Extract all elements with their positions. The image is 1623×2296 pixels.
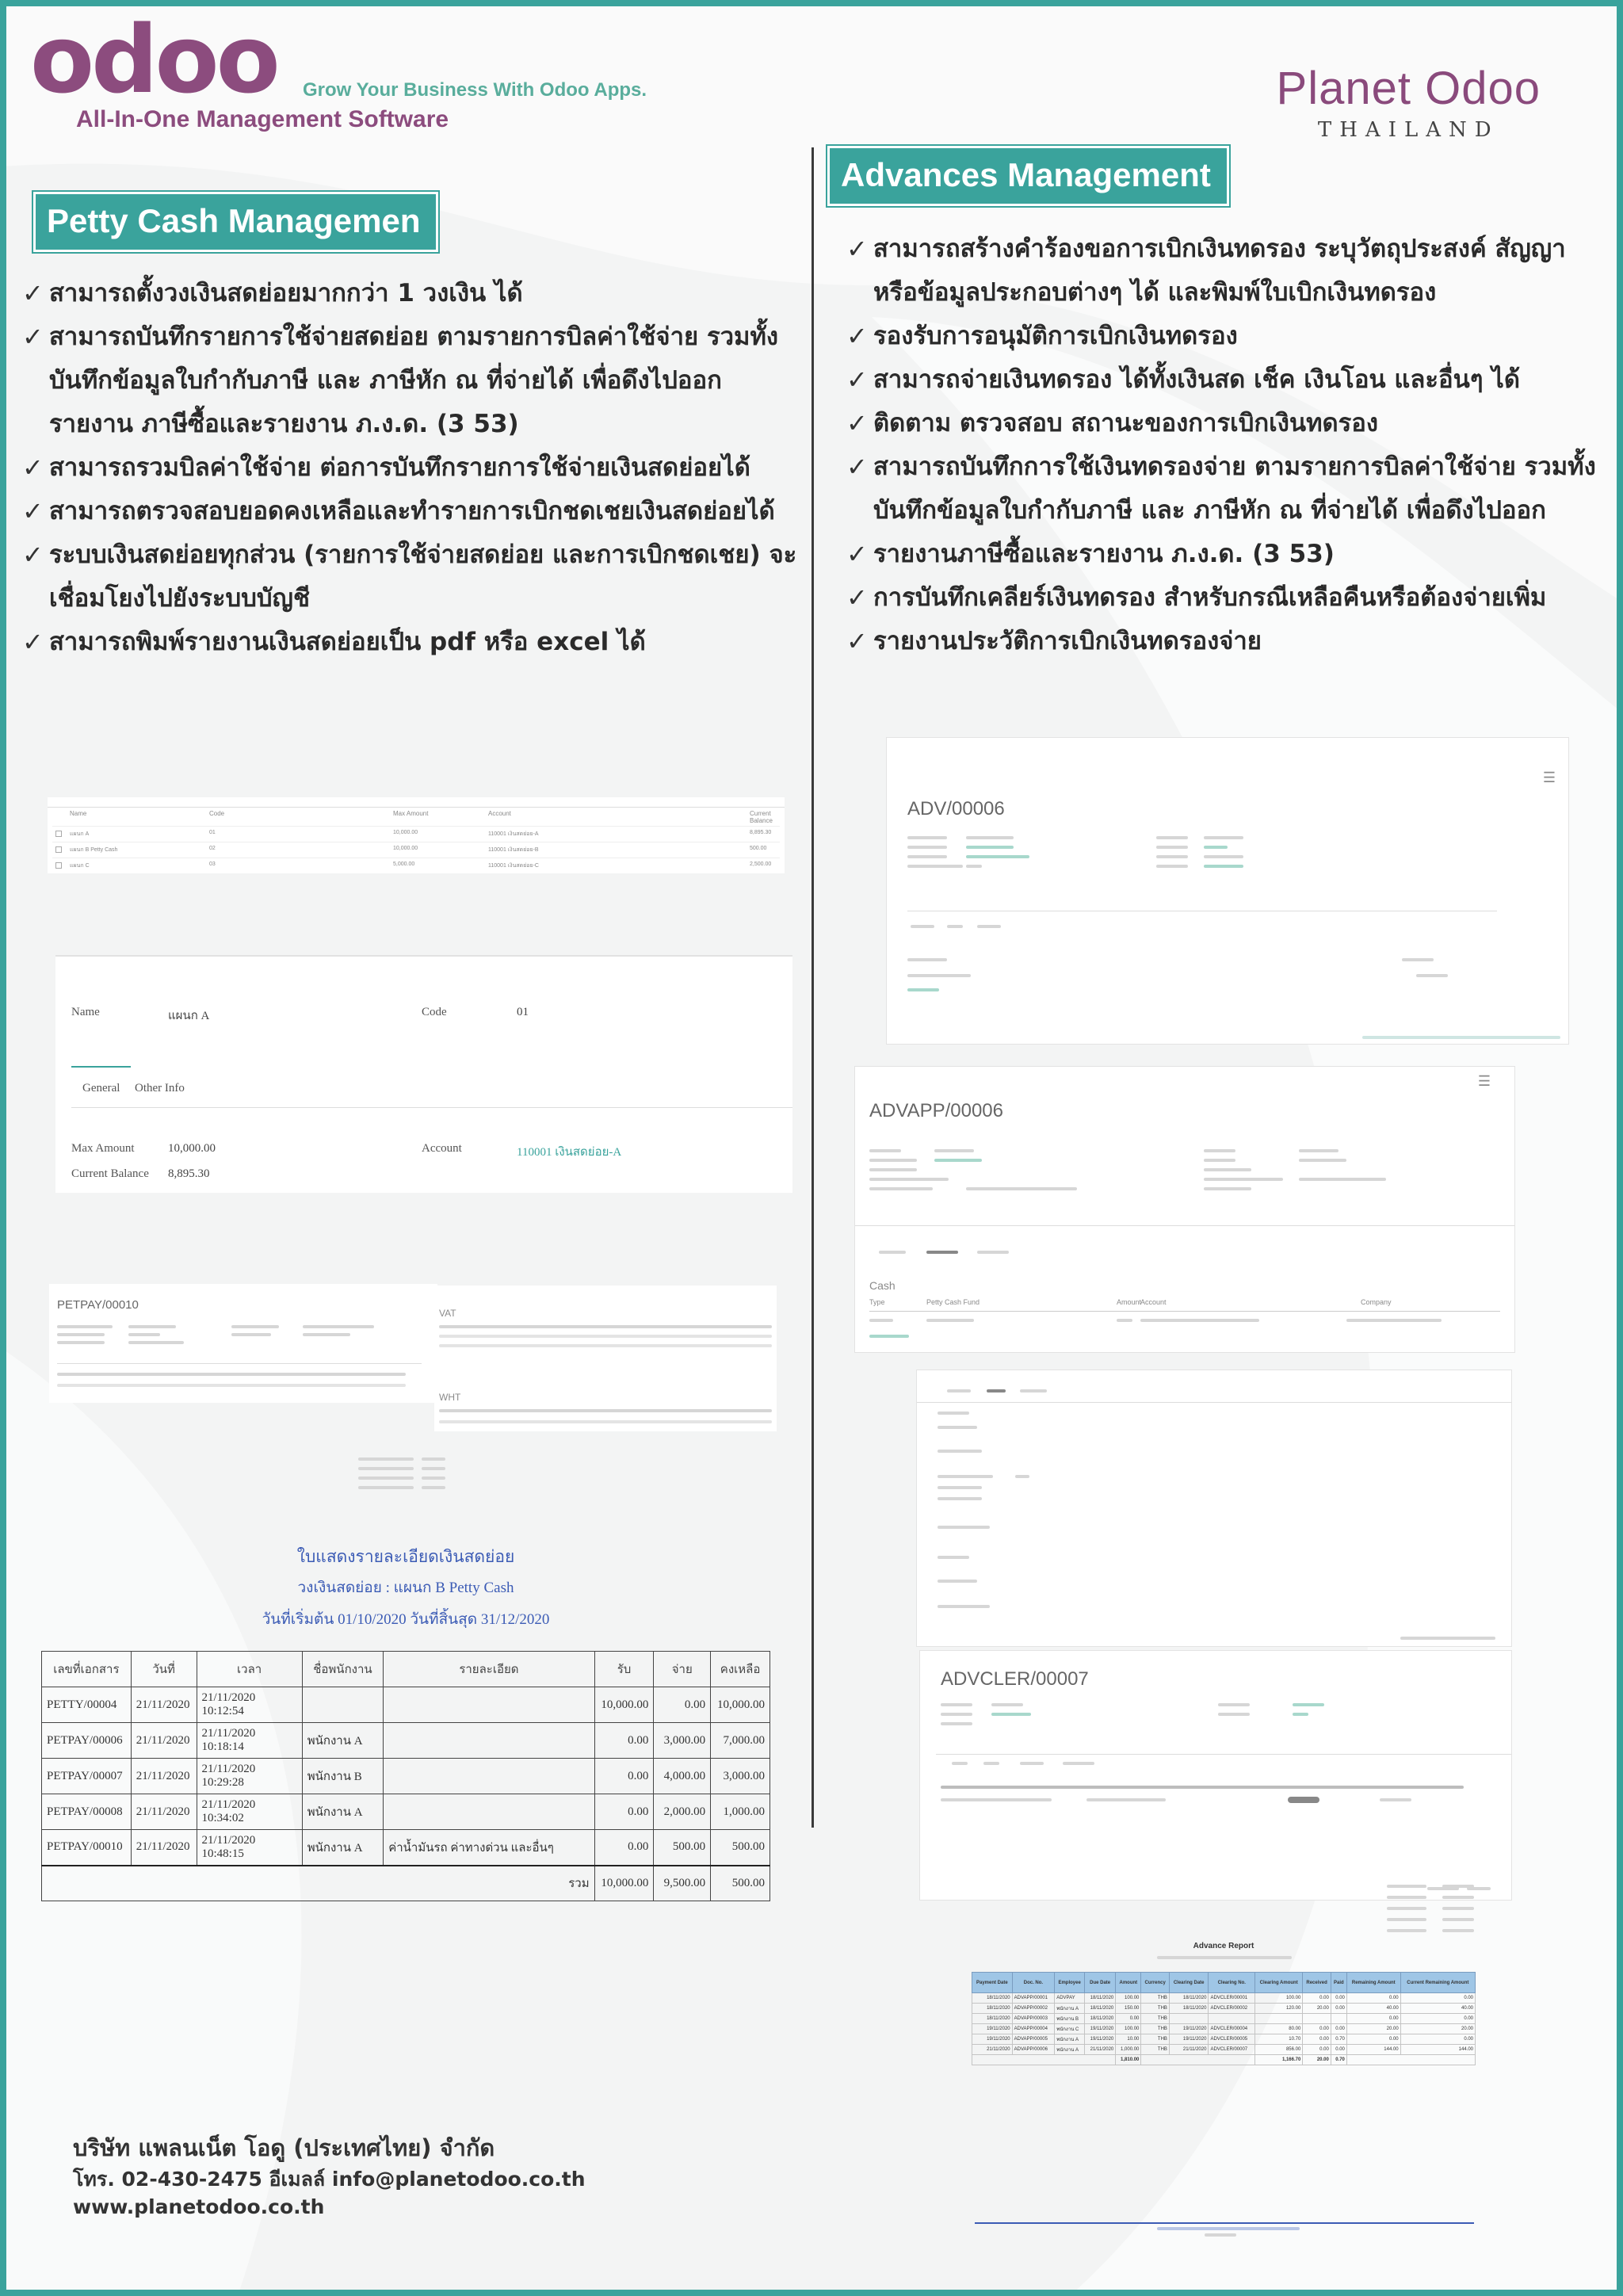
advance-row [972, 1993, 1476, 2004]
report-column-header: เวลา [197, 1652, 302, 1687]
list-row[interactable] [52, 858, 780, 873]
row-checkbox[interactable] [55, 831, 62, 837]
advance-cell: 1,000.00 [1116, 2045, 1141, 2055]
advance-cell: 0.00 [1116, 2014, 1141, 2024]
report-header-row [42, 1652, 770, 1687]
website-link[interactable]: www.planetodoo.co.th [73, 2195, 325, 2218]
advance-column-header: Currency [1141, 1973, 1170, 1993]
advance-cell: 0.00 [1400, 2014, 1475, 2024]
feature-item: ✓ สามารถสร้างคำร้องขอการเบิกเงินทดรอง ระบุวัตถุประสงค์ สัญญา หรือข้อมูลประกอบต่างๆ ได้ และพิมพ์ใบเบิกเงินทดรอง [845, 227, 1606, 315]
advance-report-title: Advance Report [1193, 1942, 1254, 1950]
advance-cell: 0.00 [1303, 1993, 1331, 2004]
advapp-column-header: Amount [1117, 1298, 1142, 1306]
petty-list-screenshot [48, 797, 785, 873]
list-cell: 5,000.00 [393, 861, 415, 867]
feature-item: ✓ ติดตาม ตรวจสอบ สถานะของการเบิกเงินทดรอง [845, 402, 1606, 445]
list-column-header: Name [70, 810, 87, 817]
petty-vat-screenshot [434, 1286, 777, 1431]
feature-item: ✓ สามารถจ่ายเงินทดรอง ได้ทั้งเงินสด เช็ค เงินโอน และอื่นๆ ได้ [845, 358, 1606, 402]
advapp-column-header: Petty Cash Fund [926, 1298, 980, 1306]
subtitle: All-In-One Management Software [76, 106, 449, 132]
advance-cell [1209, 2014, 1255, 2024]
advances-title: Advances Management [827, 146, 1229, 206]
petty-pay-screenshot [49, 1284, 437, 1403]
report-column-header: วันที่ [131, 1652, 197, 1687]
advance-cell: ADVCLER/00007 [1209, 2045, 1255, 2055]
report-period: วันที่เริ่มต้น 01/10/2020 วันที่สิ้นสุด 31/12/2020 [262, 1611, 550, 1628]
report-row [42, 1759, 770, 1794]
report-cell [384, 1723, 594, 1759]
report-page-footer [975, 2219, 1474, 2235]
advapp-column-header: Account [1140, 1298, 1167, 1306]
report-cell: 0.00 [594, 1723, 654, 1759]
max-amount-label: Max Amount [71, 1142, 135, 1155]
advance-cell: THB [1141, 1993, 1170, 2004]
report-cell: 21/11/2020 10:48:15 [197, 1830, 302, 1866]
advance-cell: 0.00 [1331, 2045, 1346, 2055]
list-column-header: Current Balance [750, 810, 773, 824]
report-cell: พนักงาน B [302, 1759, 383, 1794]
report-cell: PETPAY/00008 [42, 1794, 132, 1830]
advance-column-header: Clearing Amount [1255, 1973, 1303, 1993]
menu-icon[interactable]: ☰ [1477, 1073, 1491, 1089]
advance-cell: ADVCLER/00004 [1209, 2024, 1255, 2034]
column-divider [812, 147, 814, 1828]
advance-total-row [972, 2055, 1476, 2065]
planet-odoo-brand [1277, 62, 1541, 142]
list-cell: 10,000.00 [393, 846, 418, 851]
advance-total-value: 1,810.00 [1116, 2055, 1141, 2065]
adv-clearing-totals [1379, 1880, 1490, 1943]
advance-column-header: Doc. No. [1012, 1973, 1055, 1993]
report-cell [384, 1687, 594, 1723]
report-cell: 0.00 [654, 1687, 711, 1723]
advance-cell: 150.00 [1116, 2004, 1141, 2014]
advance-cell: 20.00 [1303, 2004, 1331, 2014]
adv-approve-screenshot [854, 1066, 1515, 1353]
adv-approve-title: ADVAPP/00006 [869, 1100, 1003, 1121]
adv-clearing-title: ADVCLER/00007 [941, 1668, 1089, 1690]
report-column-header: รายละเอียด [384, 1652, 594, 1687]
list-row[interactable] [52, 826, 780, 842]
advance-cell: THB [1141, 2004, 1170, 2014]
advance-column-header: Clearing No. [1209, 1973, 1255, 1993]
advance-cell: พนักงาน A [1055, 2034, 1085, 2045]
feature-item: ✓ รายงานประวัติการเบิกเงินทดรองจ่าย [845, 620, 1606, 663]
list-cell: 8,895.30 [750, 830, 772, 835]
adv-clearing-form-screenshot [916, 1370, 1512, 1647]
report-column-header: ชื่อพนักงาน [302, 1652, 383, 1687]
feature-item: ✓ สามารถบันทึกการใช้เงินทดรองจ่าย ตามรายการบิลค่าใช้จ่าย รวมทั้ง บันทึกข้อมูลใบกำกับภาษี และ ภาษีหัก ณ ที่จ่ายได้ เพื่อดึงไปออก [845, 445, 1606, 533]
advance-cell: 100.00 [1255, 1993, 1303, 2004]
advance-cell: ADVPAY [1055, 1993, 1085, 2004]
advance-row [972, 2034, 1476, 2045]
advance-cell: ADVAPP/00001 [1012, 1993, 1055, 2004]
feature-item: ✓ รายงานภาษีซื้อและรายงาน ภ.ง.ด. (3 53) [845, 533, 1606, 576]
total-value: 500.00 [711, 1866, 770, 1901]
advance-cell: THB [1141, 2014, 1170, 2024]
total-label: รวม [42, 1866, 595, 1901]
list-cell: 03 [209, 861, 216, 867]
report-row [42, 1830, 770, 1866]
advance-row [972, 2014, 1476, 2024]
code-value: 01 [517, 1006, 529, 1018]
adv-request-title: ADV/00006 [907, 798, 1005, 819]
advance-cell: 100.00 [1116, 1993, 1141, 2004]
advance-cell: 19/11/2020 [1169, 2024, 1209, 2034]
advance-cell: 21/11/2020 [972, 2045, 1013, 2055]
report-cell: PETPAY/00006 [42, 1723, 132, 1759]
report-cell: PETPAY/00010 [42, 1830, 132, 1866]
feature-item: ✓ สามารถตรวจสอบยอดคงเหลือและทำรายการเบิกชดเชยเงินสดย่อยได้ [21, 490, 805, 533]
feature-item: ✓ ระบบเงินสดย่อยทุกส่วน (รายการใช้จ่ายสดย่อย และการเบิกชดเชย) จะ เชื่อมโยงไปยังระบบบัญชี [21, 533, 805, 621]
report-fund: วงเงินสดย่อย : แผนก B Petty Cash [297, 1580, 514, 1596]
advance-column-header: Received [1303, 1973, 1331, 1993]
advapp-column-header: Type [869, 1298, 885, 1306]
advance-cell: ADVCLER/00001 [1209, 1993, 1255, 2004]
list-cell: 500.00 [750, 846, 767, 851]
advance-row [972, 2024, 1476, 2034]
feature-item: ✓ สามารถรวมบิลค่าใช้จ่าย ต่อการบันทึกรายการใช้จ่ายเงินสดย่อยได้ [21, 446, 805, 490]
advance-cell [1169, 2014, 1209, 2024]
advance-cell: 100.00 [1116, 2024, 1141, 2034]
report-column-header: จ่าย [654, 1652, 711, 1687]
report-cell: 21/11/2020 10:34:02 [197, 1794, 302, 1830]
advance-cell: ADVAPP/00006 [1012, 2045, 1055, 2055]
tab-other-info[interactable]: Other Info [135, 1082, 185, 1095]
report-cell: 0.00 [594, 1759, 654, 1794]
advance-cell: ADVAPP/00003 [1012, 2014, 1055, 2024]
advance-cell: 18/11/2020 [1085, 2004, 1116, 2014]
advance-cell: พนักงาน A [1055, 2004, 1085, 2014]
code-label: Code [422, 1006, 447, 1018]
report-cell [302, 1687, 383, 1723]
advance-cell: 0.00 [1331, 1993, 1346, 2004]
name-value: แผนก A [168, 1010, 210, 1022]
account-label: Account [422, 1142, 462, 1155]
report-cell: 21/11/2020 [131, 1687, 197, 1723]
company-name: บริษัท แพลนเน็ต โอดู (ประเทศไทย) จำกัด [73, 2134, 495, 2161]
report-cell: 1,000.00 [711, 1794, 770, 1830]
advance-cell: 120.00 [1255, 2004, 1303, 2014]
report-cell: PETTY/00004 [42, 1687, 132, 1723]
advance-cell: 21/11/2020 [1085, 2045, 1116, 2055]
advance-cell: 18/11/2020 [1169, 1993, 1209, 2004]
advance-cell: 0.00 [1331, 2024, 1346, 2034]
advance-cell: 18/11/2020 [972, 1993, 1013, 2004]
report-cell: 3,000.00 [711, 1759, 770, 1794]
advance-cell: 18/11/2020 [972, 2014, 1013, 2024]
report-cell: 500.00 [654, 1830, 711, 1866]
advance-cell: 856.00 [1255, 2045, 1303, 2055]
report-cell: 3,000.00 [654, 1723, 711, 1759]
advance-cell: 80.00 [1255, 2024, 1303, 2034]
advance-cell: 40.00 [1400, 2004, 1475, 2014]
advance-cell [1303, 2014, 1331, 2024]
brand-subtitle: THAILAND [1317, 118, 1499, 142]
advance-column-header: Payment Date [972, 1973, 1013, 1993]
report-cell: 21/11/2020 [131, 1794, 197, 1830]
feature-item: ✓ สามารถพิมพ์รายงานเงินสดย่อยเป็น pdf หรือ excel ได้ [21, 621, 805, 664]
advance-cell: THB [1141, 2034, 1170, 2045]
report-cell: 0.00 [594, 1830, 654, 1866]
advance-cell: ADVCLER/00005 [1209, 2034, 1255, 2045]
report-cell: PETPAY/00007 [42, 1759, 132, 1794]
feature-item: ✓ สามารถตั้งวงเงินสดย่อยมากกว่า 1 วงเงิน ได้ [21, 272, 805, 315]
advance-cell: 144.00 [1346, 2045, 1400, 2055]
report-cell: 4,000.00 [654, 1759, 711, 1794]
petty-report-table [41, 1651, 770, 1901]
report-cell: 21/11/2020 [131, 1759, 197, 1794]
feature-item: ✓ รองรับการอนุมัติการเบิกเงินทดรอง [845, 315, 1606, 358]
report-cell: 7,000.00 [711, 1723, 770, 1759]
list-cell: 2,500.00 [750, 861, 772, 867]
advance-column-header: Amount [1116, 1973, 1141, 1993]
advance-cell: ADVAPP/00005 [1012, 2034, 1055, 2045]
advance-cell: พนักงาน A [1055, 2045, 1085, 2055]
advance-report-header [972, 1973, 1476, 1993]
report-cell [384, 1794, 594, 1830]
list-cell: แผนก A [70, 831, 90, 837]
list-column-header: Account [488, 810, 511, 817]
wht-section: WHT [439, 1392, 461, 1403]
report-cell: ค่าน้ำมันรถ ค่าทางด่วน และอื่นๆ [384, 1830, 594, 1866]
advance-cell: 21/11/2020 [1169, 2045, 1209, 2055]
advance-cell: 20.00 [1346, 2024, 1400, 2034]
advance-cell: 18/11/2020 [1085, 1993, 1116, 2004]
advance-cell: 19/11/2020 [972, 2034, 1013, 2045]
advance-cell: 10.70 [1255, 2034, 1303, 2045]
feature-item: ✓ สามารถบันทึกรายการใช้จ่ายสดย่อย ตามรายการบิลค่าใช้จ่าย รวมทั้ง บันทึกข้อมูลใบกำกับภาษี และ ภาษีหัก ณ ที่จ่ายได้ เพื่อดึงไปออกรายงาน ภาษีซื้อและรายงาน ภ.ง.ด. (3 53) [21, 315, 805, 446]
current-balance-label: Current Balance [71, 1167, 149, 1180]
advance-cell: 0.00 [1346, 2014, 1400, 2024]
advance-cell: 19/11/2020 [1085, 2034, 1116, 2045]
report-cell: พนักงาน A [302, 1794, 383, 1830]
total-value: 10,000.00 [594, 1866, 654, 1901]
advance-cell: 0.00 [1400, 2034, 1475, 2045]
feature-item: ✓ การบันทึกเคลียร์เงินทดรอง สำหรับกรณีเหลือคืนหรือต้องจ่ายเพิ่ม [845, 576, 1606, 620]
petty-form-screenshot [55, 955, 792, 1193]
advance-column-header: Current Remaining Amount [1400, 1973, 1475, 1993]
advance-cell: 19/11/2020 [972, 2024, 1013, 2034]
report-column-header: รับ [594, 1652, 654, 1687]
list-column-header: Code [209, 810, 225, 817]
contact-info: โทร. 02-430-2475 อีเมลล์ info@planetodoo.co.th [73, 2168, 586, 2191]
advance-total-value: 20.00 [1303, 2055, 1331, 2065]
advance-cell [1255, 2014, 1303, 2024]
petty-pay-title: PETPAY/00010 [57, 1298, 139, 1312]
advance-cell: 0.70 [1331, 2034, 1346, 2045]
advance-cell: 18/11/2020 [1085, 2014, 1116, 2024]
advance-cell: 0.00 [1346, 1993, 1400, 2004]
report-row [42, 1723, 770, 1759]
petty-list-header [52, 810, 780, 824]
report-cell: 21/11/2020 10:12:54 [197, 1687, 302, 1723]
menu-icon[interactable]: ☰ [1542, 770, 1556, 785]
advance-cell: 144.00 [1400, 2045, 1475, 2055]
report-row [42, 1794, 770, 1830]
advance-row [972, 2004, 1476, 2014]
report-cell: 10,000.00 [594, 1687, 654, 1723]
total-value: 9,500.00 [654, 1866, 711, 1901]
advance-cell: 18/11/2020 [1169, 2004, 1209, 2014]
advance-cell: 18/11/2020 [972, 2004, 1013, 2014]
advance-total-value: 0.70 [1331, 2055, 1346, 2065]
row-checkbox[interactable] [55, 846, 62, 853]
name-label: Name [71, 1006, 100, 1018]
report-cell: 21/11/2020 10:29:28 [197, 1759, 302, 1794]
advance-cell: 10.00 [1116, 2034, 1141, 2045]
advance-cell: 19/11/2020 [1085, 2024, 1116, 2034]
list-cell: 10,000.00 [393, 830, 418, 835]
advance-column-header: Due Date [1085, 1973, 1116, 1993]
advance-cell: 0.00 [1331, 2004, 1346, 2014]
tab-general[interactable]: General [82, 1082, 120, 1095]
account-value[interactable]: 110001 เงินสดย่อย-A [517, 1146, 622, 1159]
petty-cash-title: Petty Cash Managemen [33, 192, 438, 252]
report-column-header: เลขที่เอกสาร [42, 1652, 132, 1687]
advances-feature-list [845, 227, 1606, 663]
report-row [42, 1687, 770, 1723]
list-cell: 110001 เงินสดย่อย-B [488, 847, 539, 853]
footer [73, 2130, 586, 2221]
advapp-columns [869, 1298, 1500, 1309]
advance-cell: 0.00 [1303, 2034, 1331, 2045]
report-cell: 21/11/2020 [131, 1830, 197, 1866]
odoo-logo [30, 5, 300, 114]
advance-cell: 40.00 [1346, 2004, 1400, 2014]
report-total-row [42, 1866, 770, 1901]
advance-row [972, 2045, 1476, 2055]
advance-cell: 0.00 [1400, 1993, 1475, 2004]
list-cell: 01 [209, 830, 216, 835]
advance-total-spacer [1141, 2055, 1255, 2065]
report-cell [384, 1759, 594, 1794]
advance-cell: THB [1141, 2024, 1170, 2034]
report-cell: 500.00 [711, 1830, 770, 1866]
adv-request-screenshot [886, 737, 1569, 1045]
list-cell: แผนก C [70, 863, 90, 869]
report-cell: 21/11/2020 [131, 1723, 197, 1759]
report-cell: 21/11/2020 10:18:14 [197, 1723, 302, 1759]
advance-column-header: Paid [1331, 1973, 1346, 1993]
petty-feature-list [21, 272, 805, 664]
advance-column-header: Employee [1055, 1973, 1085, 1993]
adv-clearing-screenshot [919, 1650, 1512, 1901]
advance-column-header: Clearing Date [1169, 1973, 1209, 1993]
report-cell: 2,000.00 [654, 1794, 711, 1830]
advance-cell: ADVAPP/00004 [1012, 2024, 1055, 2034]
list-cell: 110001 เงินสดย่อย-C [488, 863, 539, 869]
current-balance-value: 8,895.30 [168, 1167, 210, 1180]
list-cell: 02 [209, 846, 216, 851]
report-cell: พนักงาน A [302, 1723, 383, 1759]
advance-total-value: 1,166.70 [1255, 2055, 1303, 2065]
advance-cell: 0.00 [1303, 2024, 1331, 2034]
advance-report-table [972, 1972, 1476, 2065]
brand-name: Planet Odoo [1276, 63, 1541, 114]
list-column-header: Max Amount [393, 810, 429, 817]
tagline: Grow Your Business With Odoo Apps. [303, 79, 647, 101]
advance-total-spacer [1346, 2055, 1475, 2065]
advance-cell: 0.00 [1303, 2045, 1331, 2055]
advance-total-spacer [972, 2055, 1116, 2065]
advance-column-header: Remaining Amount [1346, 1973, 1400, 1993]
advance-cell: 19/11/2020 [1169, 2034, 1209, 2045]
advance-cell: พนักงาน B [1055, 2014, 1085, 2024]
advance-cell: THB [1141, 2045, 1170, 2055]
report-cell: 0.00 [594, 1794, 654, 1830]
advance-cell: 20.00 [1400, 2024, 1475, 2034]
vat-section: VAT [439, 1308, 456, 1319]
report-cell: พนักงาน A [302, 1830, 383, 1866]
odoo-logo-text: odoo [30, 5, 277, 114]
advance-cell: พนักงาน C [1055, 2024, 1085, 2034]
report-title: ใบแสดงรายละเอียดเงินสดย่อย [296, 1547, 515, 1566]
advapp-column-header: Company [1361, 1298, 1392, 1306]
list-cell: 110001 เงินสดย่อย-A [488, 831, 539, 837]
report-column-header: คงเหลือ [711, 1652, 770, 1687]
max-amount-value: 10,000.00 [168, 1142, 216, 1155]
advance-cell: ADVCLER/00002 [1209, 2004, 1255, 2014]
list-row[interactable] [52, 842, 780, 858]
cash-section: Cash [869, 1279, 896, 1292]
advance-cell: ADVAPP/00002 [1012, 2004, 1055, 2014]
row-checkbox[interactable] [55, 862, 62, 869]
advance-cell: 0.00 [1346, 2034, 1400, 2045]
report-cell: 10,000.00 [711, 1687, 770, 1723]
advance-cell [1331, 2014, 1346, 2024]
list-cell: แผนก B Petty Cash [70, 847, 118, 853]
petty-pay-totals [358, 1454, 485, 1502]
petty-list-rows [52, 826, 780, 873]
